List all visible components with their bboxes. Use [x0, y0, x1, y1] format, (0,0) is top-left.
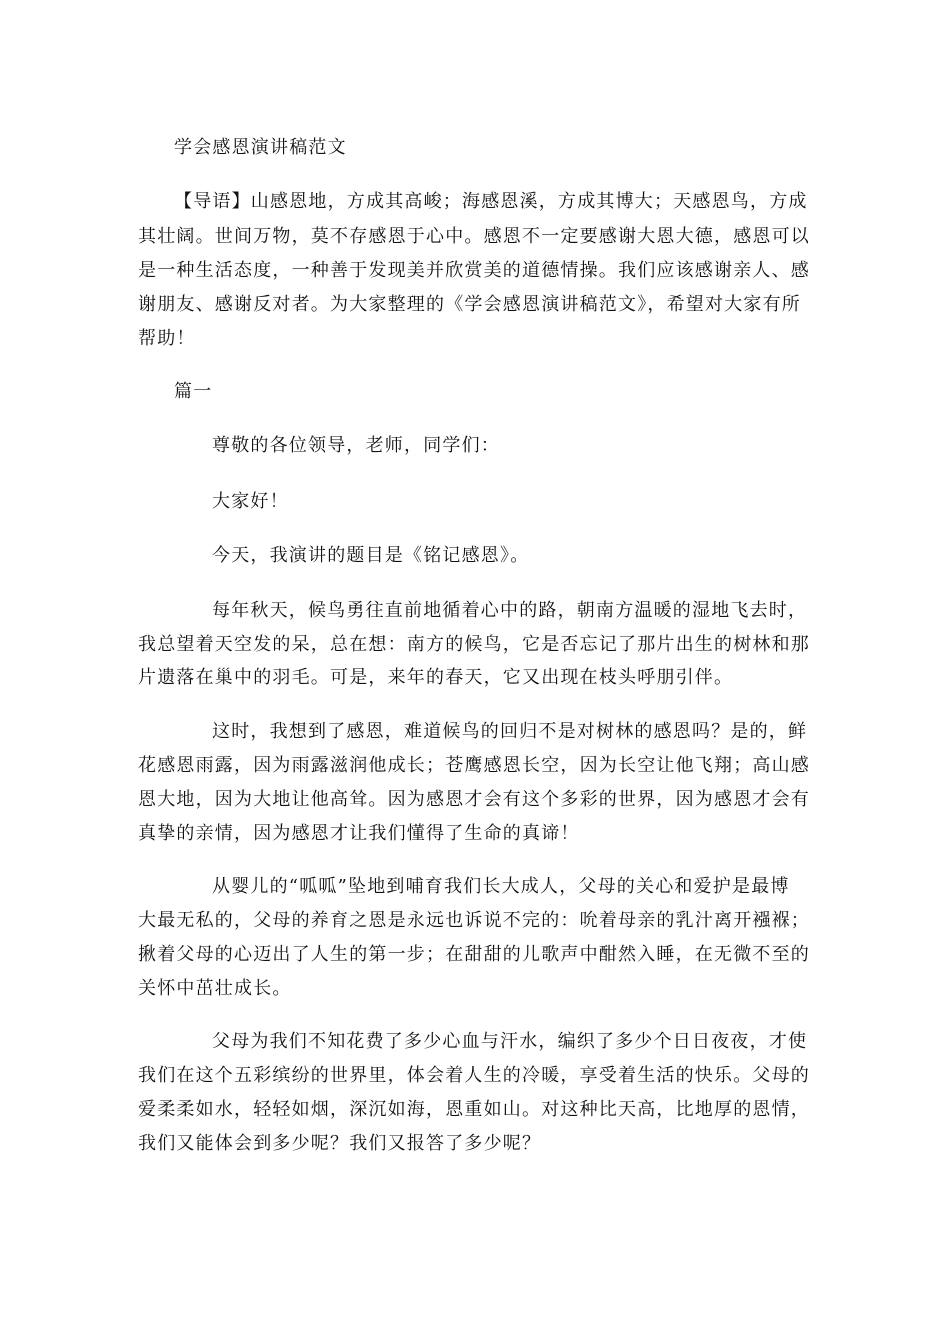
intro-line: 帮助！ — [138, 328, 196, 349]
intro-line: 【导语】山感恩地，方成其高峻；海感恩溪，方成其博大；天感恩鸟，方成 — [174, 191, 808, 212]
speech-topic: 今天，我演讲的题目是《铭记感恩》。 — [212, 545, 530, 566]
paragraph-line: 大最无私的，父母的养育之恩是永远也诉说不完的：吮着母亲的乳汁离开襁褓； — [138, 910, 810, 931]
paragraph-line: 片遗落在巢中的羽毛。可是，来年的春天，它又出现在枝头呼朋引伴。 — [138, 667, 734, 688]
paragraph-line: 关怀中茁壮成长。 — [138, 978, 292, 999]
paragraph-line: 爱柔柔如水，轻轻如烟，深沉如海，恩重如山。对这种比天高，比地厚的恩情， — [138, 1099, 810, 1120]
paragraph-line: 花感恩雨露，因为雨露滋润他成长；苍鹰感恩长空，因为长空让他飞翔；高山感 — [138, 755, 810, 776]
paragraph-line: 我总望着天空发的呆，总在想：南方的候鸟，它是否忘记了那片出生的树林和那 — [138, 634, 810, 655]
intro-line: 谢朋友、感谢反对者。为大家整理的《学会感恩演讲稿范文》，希望对大家有所 — [138, 294, 801, 315]
paragraph-line: 我们又能体会到多少呢？我们又报答了多少呢？ — [138, 1133, 542, 1154]
paragraph-line: 真挚的亲情，因为感恩才让我们懂得了生命的真谛！ — [138, 823, 580, 844]
paragraph-line: 这时，我想到了感恩，难道候鸟的回归不是对树林的感恩吗？是的，鲜 — [212, 721, 808, 742]
section-label: 篇一 — [174, 381, 213, 402]
paragraph-line: 揪着父母的心迈出了人生的第一步；在甜甜的儿歌声中酣然入睡，在无微不至的 — [138, 944, 810, 965]
paragraph-line: 从婴儿的“呱呱”坠地到哺育我们长大成人，父母的关心和爱护是最博 — [212, 876, 790, 897]
greeting: 大家好！ — [212, 491, 289, 512]
document-title: 学会感恩演讲稿范文 — [174, 137, 347, 158]
paragraph-line: 我们在这个五彩缤纷的世界里，体会着人生的冷暖，享受着生活的快乐。父母的 — [138, 1065, 810, 1086]
paragraph-line: 每年秋天，候鸟勇往直前地循着心中的路，朝南方温暖的湿地飞去时， — [212, 600, 808, 621]
salutation: 尊敬的各位领导，老师，同学们： — [212, 435, 500, 456]
paragraph-line: 恩大地，因为大地让他高耸。因为感恩才会有这个多彩的世界，因为感恩才会有 — [138, 789, 810, 810]
intro-line: 其壮阔。世间万物，莫不存感恩于心中。感恩不一定要感谢大恩大德，感恩可以 — [138, 226, 810, 247]
intro-line: 是一种生活态度，一种善于发现美并欣赏美的道德情操。我们应该感谢亲人、感 — [138, 260, 810, 281]
paragraph-line: 父母为我们不知花费了多少心血与汗水，编织了多少个日日夜夜，才使 — [212, 1031, 808, 1052]
